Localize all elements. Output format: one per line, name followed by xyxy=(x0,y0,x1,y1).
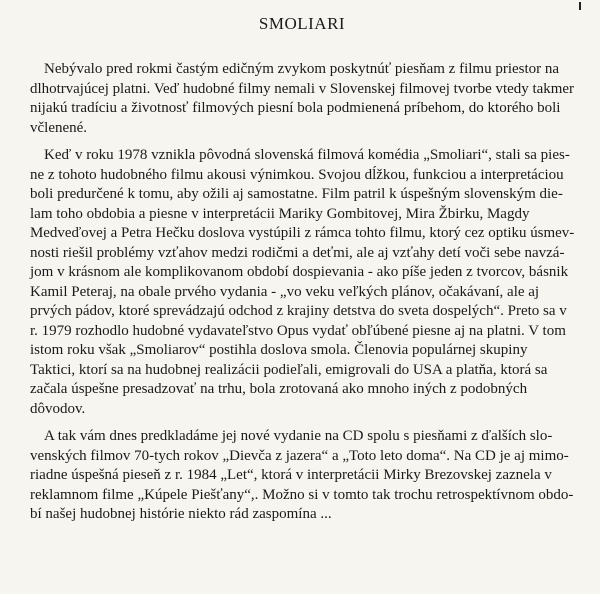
text-line: včlenené. xyxy=(30,119,88,136)
text-line: ne z tohoto hudobného filmu akousi výnimkou. Svojou dĺžkou, funkciou a interpretáciou xyxy=(30,166,564,183)
scan-mark xyxy=(579,2,581,10)
text-line: A tak vám dnes predkladáme jej nové vydanie na CD spolu s piesňami z ďalších slo- xyxy=(44,428,553,444)
text-line: r. 1979 rozhodlo hudobné vydavateľstvo Opus vydať obľúbené piesne aj na platni. V tom xyxy=(30,322,566,339)
text-line: venských filmov 70-tych rokov „Dievča z jazera“ a „Toto leto doma“. Na CD je aj mimo- xyxy=(30,447,569,464)
document-title: SMOLIARI xyxy=(258,14,346,33)
text-line: boli predurčené k tomu, aby ožili aj samostatne. Film patril k úspešným slovenským die- xyxy=(30,186,563,202)
text-line: riadne úspešná pieseň z r. 1984 „Let“, ktorá v interpretácii Mirky Brezovskej zaznela v xyxy=(30,467,552,483)
paragraph-1 xyxy=(30,60,574,138)
text-line: prvých pádov, ktoré sprevádzajú odchod z krajiny detstva do sveta dospelých“. Preto sa v xyxy=(30,303,567,319)
text-line: istom roku však „Smoliarov“ postihla doslova smola. Členovia populárnej skupiny xyxy=(30,342,528,358)
text-line: jom v krásnom ale komplikovanom období dospievania - ako píše jeden z tvorcov, básnik xyxy=(30,264,569,280)
text-line: Medveďovej a Petra Hečku doslova vystúpili z rámca tohto filmu, ktorý cez optiku úsmev- xyxy=(30,225,575,241)
text-line: lam toho obdobia a piesne v interpretácii Mariky Gombitovej, Mira Žbirku, Magdy xyxy=(30,205,530,222)
text-line: Keď v roku 1978 vznikla pôvodná slovenská filmová komédia „Smoliari“, stali sa pies- xyxy=(44,147,570,163)
paragraph-2 xyxy=(30,146,574,419)
text-line: Nebývalo pred rokmi častým edičným zvykom poskytnúť piesňam z filmu priestor na xyxy=(44,61,560,77)
text-line: reklamnom filme „Kúpele Piešťany“,. Možno si v tomto tak trochu retrospektívnom obdo- xyxy=(30,486,574,503)
text-line: bí našej hudobnej histórie niekto rád zaspomína ... xyxy=(30,506,332,522)
text-line: dôvodov. xyxy=(30,400,86,417)
text-line: Kamil Peteraj, na obale prvého vydania - „vo veku veľkých plánov, očakávaní, ale aj xyxy=(30,283,540,300)
text-line: nijakú tradíciu a životnosť filmových piesní bola podmienená príbehom, do ktorého boli xyxy=(30,100,561,116)
paragraph-3 xyxy=(30,427,574,525)
text-line: začala úspešne presadzovať na trhu, bola zrotovaná ako mnoho iných z podobných xyxy=(30,381,528,397)
text-line: nosti riešil problémy vzťahov medzi rodičmi a deťmi, ale aj vzťahy detí voči sebe navzá- xyxy=(30,244,565,261)
text-line: Taktici, ktorí sa na hudobnej realizácii podieľali, emigrovali do USA a platňa, ktorá sa xyxy=(30,361,548,378)
text-line: dlhotrvajúcej platni. Veď hudobné filmy nemali v Slovenskej filmovej tvorbe vtedy takmer xyxy=(30,80,574,97)
